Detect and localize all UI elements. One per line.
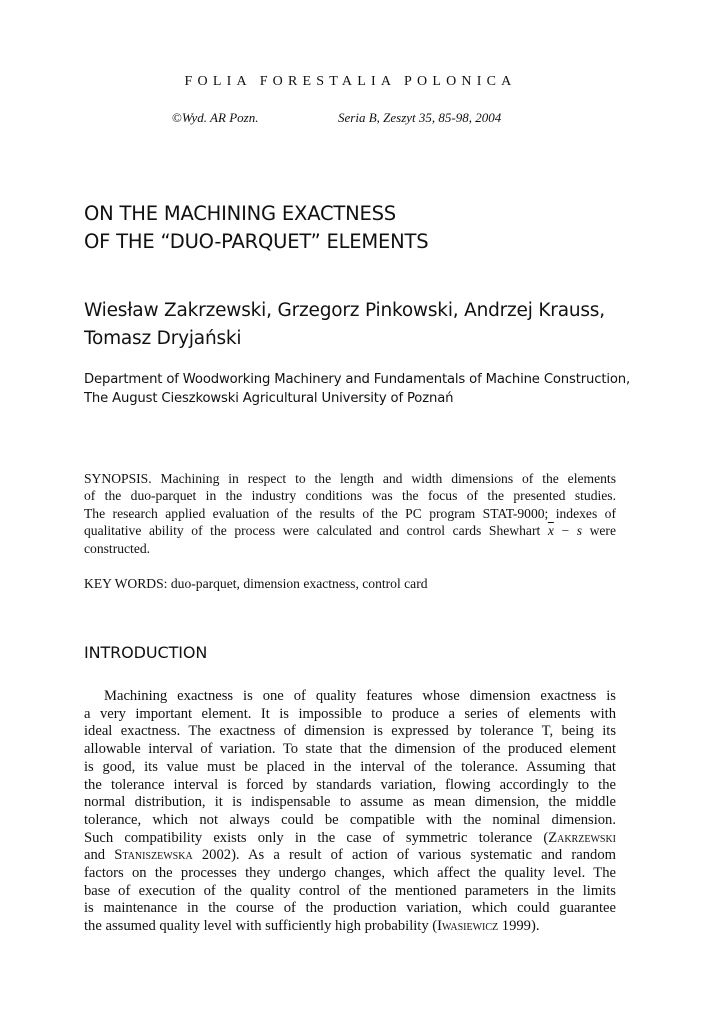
s-symbol: s xyxy=(576,523,582,539)
paper-title xyxy=(84,200,428,256)
body-line: the tolerance interval is forced by standards variation, flowing accordingly to the xyxy=(84,776,616,793)
affiliation-line-2: The August Cieszkowski Agricultural University of Poznań xyxy=(84,390,454,406)
synopsis-line: of the duo-parquet in the industry conditions was the focus of the presented studies. xyxy=(84,488,616,504)
body-line: base of execution of the quality control of the mentioned parameters in the limits xyxy=(84,882,616,899)
synopsis-line: SYNOPSIS. Machining in respect to the length and width dimensions of the elements xyxy=(84,471,616,486)
title-line-2: OF THE “DUO-PARQUET” ELEMENTS xyxy=(84,230,429,253)
synopsis-line-4 xyxy=(84,522,616,539)
section-heading: INTRODUCTION xyxy=(84,643,208,662)
body-line: is maintenance in the course of the production variation, which could guarantee xyxy=(84,900,616,917)
synopsis-line: constructed. xyxy=(84,540,151,556)
body-line-last xyxy=(84,918,616,936)
affiliation xyxy=(84,371,630,408)
body-line: a very important element. It is impossible to produce a series of elements with xyxy=(84,705,616,722)
body-line: factors on the processes they undergo changes, which affect the quality level. The xyxy=(84,865,616,882)
body-line: allowable interval of variation. To state that the dimension of the produced element xyxy=(84,741,616,758)
synopsis-line: The research applied evaluation of the results of the PC program STAT-9000; indexes of xyxy=(84,505,616,521)
body-last-prefix: the assumed quality level with sufficiently high probability ( xyxy=(84,918,438,935)
body-line-9 xyxy=(84,830,616,848)
citation-author: Iwasiewicz xyxy=(437,918,499,935)
body-line: tolerance, which not always could be compatible with the nominal dimension. xyxy=(84,811,616,828)
publisher: Wyd. AR Pozn. xyxy=(181,110,259,125)
body-line-10-prefix: and xyxy=(84,847,115,864)
body-line: normal distribution, it is indispensable to assume as mean dimension, the middle xyxy=(84,794,616,811)
series-info: Seria B, Zeszyt 35, 85-98, 2004 xyxy=(338,110,502,125)
authors-line-2: Tomasz Dryjański xyxy=(84,328,242,349)
synopsis xyxy=(84,470,616,557)
synopsis-line-4-prefix: qualitative ability of the process were calculated and control cards Shewhart xyxy=(84,523,541,539)
publisher-line xyxy=(172,110,258,126)
title-line-1: ON THE MACHINING EXACTNESS xyxy=(84,202,396,225)
body-line-9-text: Such compatibility exists only in the case of symmetric tolerance ( xyxy=(84,829,549,846)
body-line: Machining exactness is one of quality features whose dimension exactness is xyxy=(104,688,616,704)
body-line: ideal exactness. The exactness of dimension is expressed by tolerance T, being its xyxy=(84,723,616,740)
citation-author: Staniszewska xyxy=(114,847,193,864)
synopsis-line-4-suffix: were xyxy=(582,523,616,539)
body-line-10 xyxy=(84,847,616,865)
body-line: is good, its value must be placed in the interval of the tolerance. Assuming that xyxy=(84,758,616,775)
body-paragraph xyxy=(84,688,616,936)
x-bar-symbol: $\overline{x}$ xyxy=(547,523,554,539)
copyright-symbol: © xyxy=(172,110,182,125)
key-words: KEY WORDS: duo-parquet, dimension exactness, control card xyxy=(84,576,428,591)
journal-name: FOLIA FORESTALIA POLONICA xyxy=(184,74,517,89)
minus-sign: − xyxy=(553,523,577,539)
authors-line-1: Wiesław Zakrzewski, Grzegorz Pinkowski, Andrzej Krauss, xyxy=(84,300,605,321)
authors xyxy=(84,297,605,353)
affiliation-line-1: Department of Woodworking Machinery and Fundamentals of Machine Construction, xyxy=(84,372,631,387)
body-last-suffix: 1999). xyxy=(498,918,540,935)
body-line-10-suffix: 2002). As a result of action of various systematic and random xyxy=(192,847,616,864)
citation-author: Zakrzewski xyxy=(548,829,616,846)
